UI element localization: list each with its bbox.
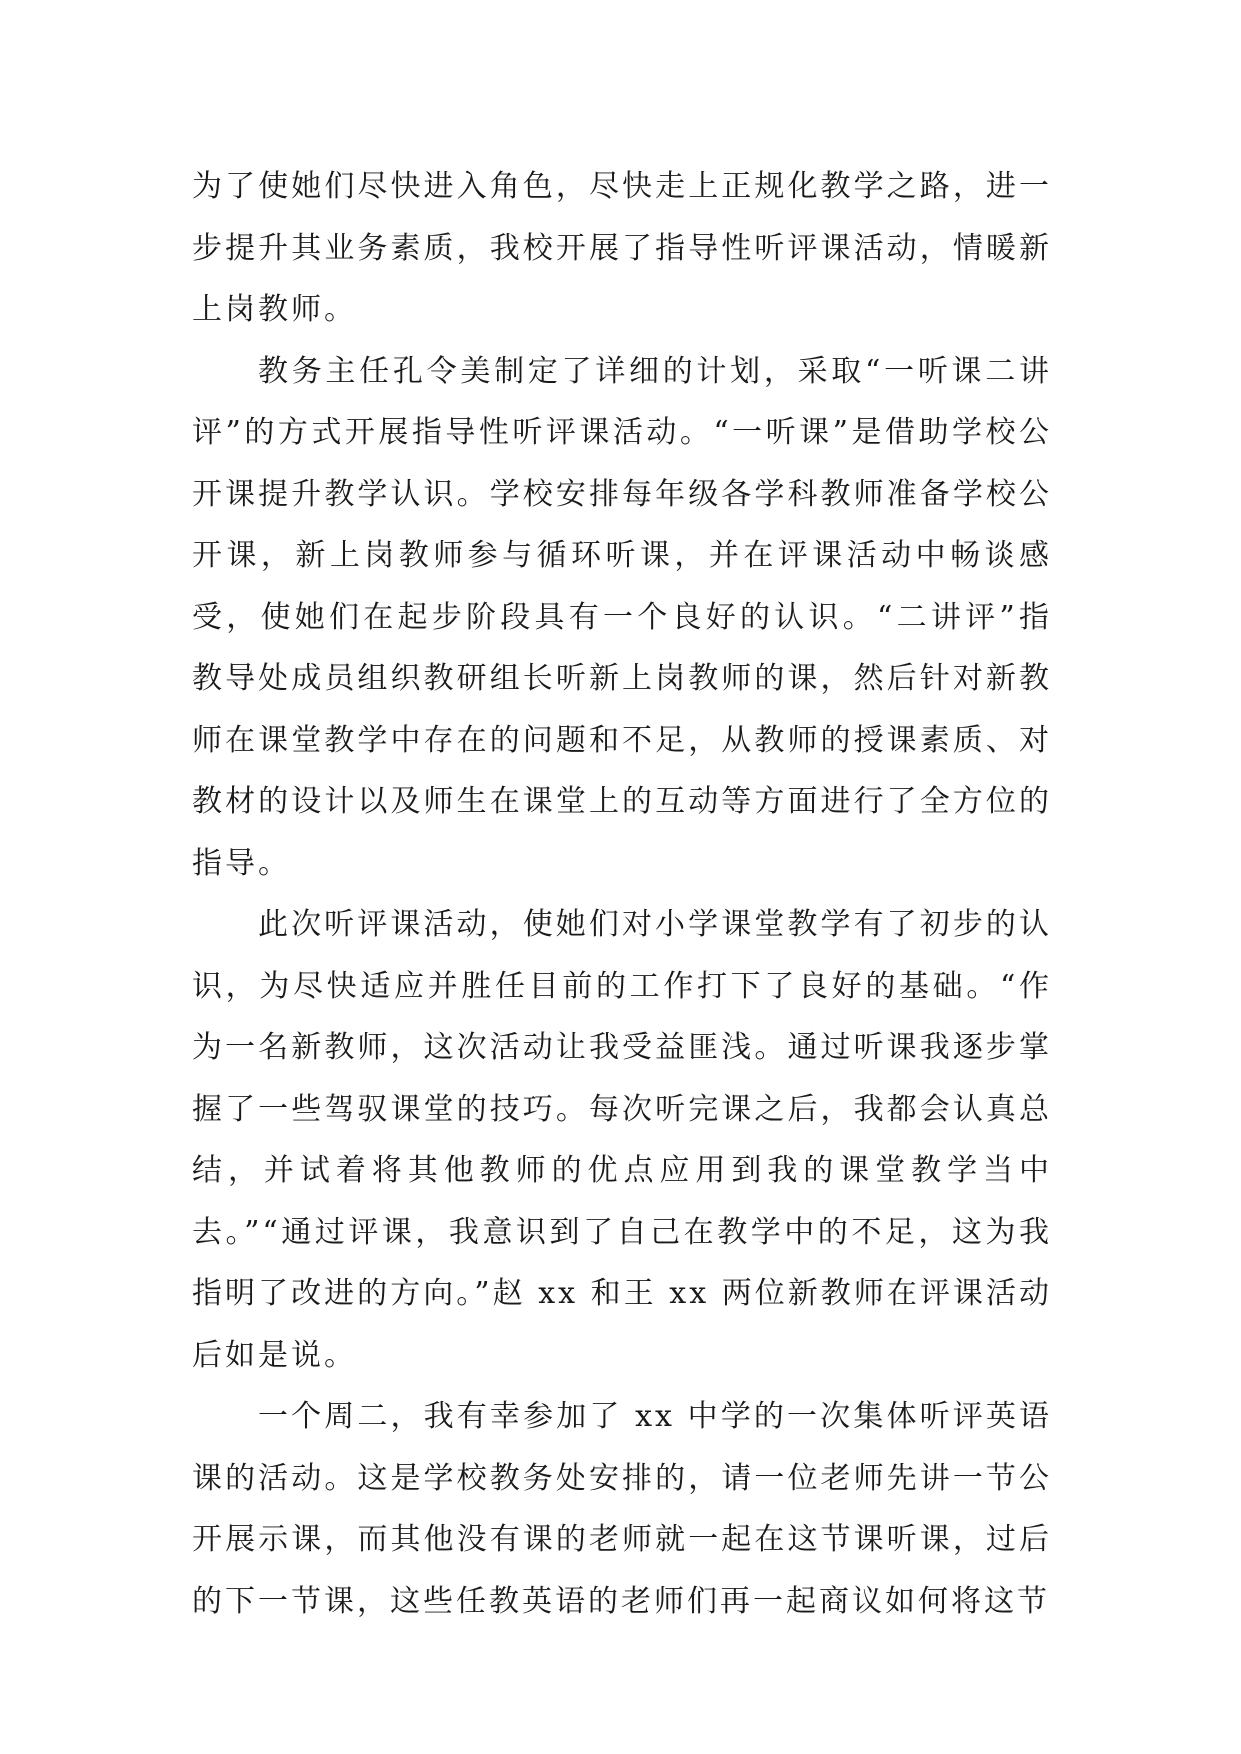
paragraph-4: 一个周二，我有幸参加了 xx 中学的一次集体听评英语课的活动。这是学校教务处安排的，请一位老师先讲一节公开展示课，而其他没有课的老师就一起在这节课听课，过后的下一节课，这些任教英语的老师们再一起商议如何将这节: [192, 1399, 1052, 1619]
paragraph-3: 此次听评课活动，使她们对小学课堂教学有了初步的认识，为尽快适应并胜任目前的工作打下了良好的基础。“作为一名新教师，这次活动让我受益匪浅。通过听课我逐步掌握了一些驾驭课堂的技巧。每次听完课之后，我都会认真总结，并试着将其他教师的优点应用到我的课堂教学当中去。”“通过评课，我意识到了自己在教学中的不足，这为我指明了改进的方向。”赵 xx 和王 xx 两位新教师在评课活动后如是说。: [192, 907, 1052, 1373]
document-page: [192, 156, 1052, 1632]
paragraph-2: 教务主任孔令美制定了详细的计划，采取“一听课二讲评”的方式开展指导性听评课活动。“一听课”是借助学校公开课提升教学认识。学校安排每年级各学科教师准备学校公开课，新上岗教师参与循环听课，并在评课活动中畅谈感受，使她们在起步阶段具有一个良好的认识。“二讲评”指教导处成员组织教研组长听新上岗教师的课，然后针对新教师在课堂教学中存在的问题和不足，从教师的授课素质、对教材的设计以及师生在课堂上的互动等方面进行了全方位的指导。: [192, 353, 1052, 881]
paragraph-1: 为了使她们尽快进入角色，尽快走上正规化教学之路，进一步提升其业务素质，我校开展了指导性听评课活动，情暖新上岗教师。: [192, 169, 1052, 327]
